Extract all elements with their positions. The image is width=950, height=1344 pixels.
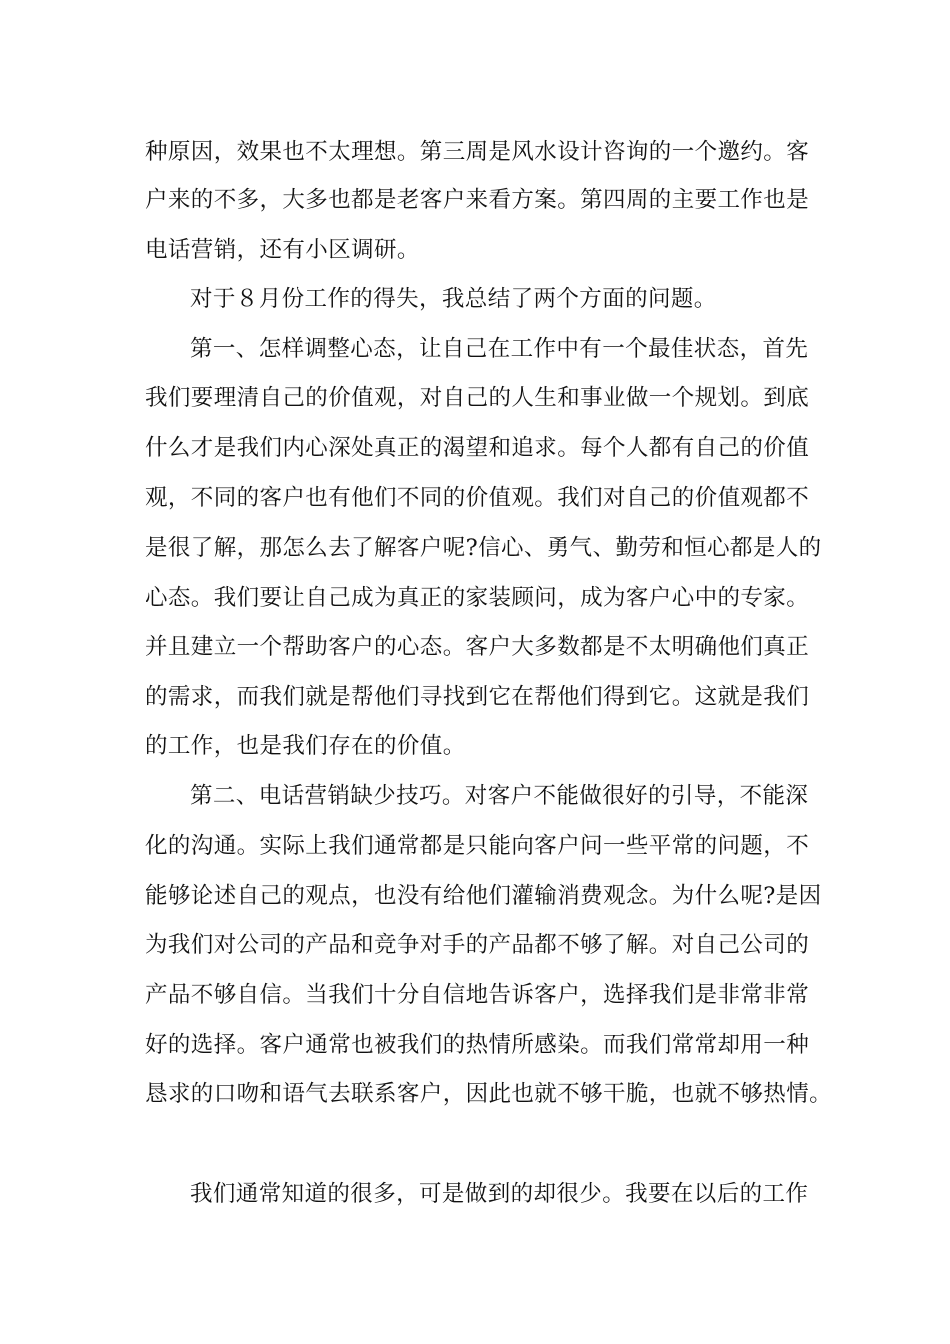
text-line: 心态。我们要让自己成为真正的家装顾问，成为客户心中的专家。 — [145, 585, 810, 611]
text-line: 产品不够自信。当我们十分自信地告诉客户，选择我们是非常非常 — [145, 982, 810, 1008]
text-line: 恳求的口吻和语气去联系客户，因此也就不够干脆，也就不够热情。 — [145, 1081, 833, 1107]
text-line: 户来的不多，大多也都是老客户来看方案。第四周的主要工作也是 — [145, 187, 810, 213]
text-line: 的工作，也是我们存在的价值。 — [145, 733, 466, 759]
text-line: 第一、怎样调整心态，让自己在工作中有一个最佳状态，首先 — [190, 336, 809, 362]
text-line: 我们通常知道的很多，可是做到的却很少。我要在以后的工作 — [190, 1181, 809, 1207]
text-line: 是很了解，那怎么去了解客户呢?信心、勇气、勤劳和恒心都是人的 — [145, 535, 822, 561]
text-line: 对于８月份工作的得失，我总结了两个方面的问题。 — [190, 286, 717, 312]
text-line: 什么才是我们内心深处真正的渴望和追求。每个人都有自己的价值 — [145, 435, 810, 461]
text-line: 电话营销，还有小区调研。 — [145, 237, 420, 263]
text-line: 我们要理清自己的价值观，对自己的人生和事业做一个规划。到底 — [145, 385, 810, 411]
text-line: 观，不同的客户也有他们不同的价值观。我们对自己的价值观都不 — [145, 485, 810, 511]
text-line: 化的沟通。实际上我们通常都是只能向客户问一些平常的问题，不 — [145, 833, 810, 859]
text-line: 能够论述自己的观点，也没有给他们灌输消费观念。为什么呢?是因 — [145, 883, 822, 909]
text-line: 好的选择。客户通常也被我们的热情所感染。而我们常常却用一种 — [145, 1032, 810, 1058]
text-line: 第二、电话营销缺少技巧。对客户不能做很好的引导，不能深 — [190, 783, 809, 809]
text-line: 的需求，而我们就是帮他们寻找到它在帮他们得到它。这就是我们 — [145, 684, 810, 710]
text-line: 并且建立一个帮助客户的心态。客户大多数都是不太明确他们真正 — [145, 634, 810, 660]
text-line: 为我们对公司的产品和竞争对手的产品都不够了解。对自己公司的 — [145, 932, 810, 958]
text-line: 种原因，效果也不太理想。第三周是风水设计咨询的一个邀约。客 — [145, 139, 810, 165]
